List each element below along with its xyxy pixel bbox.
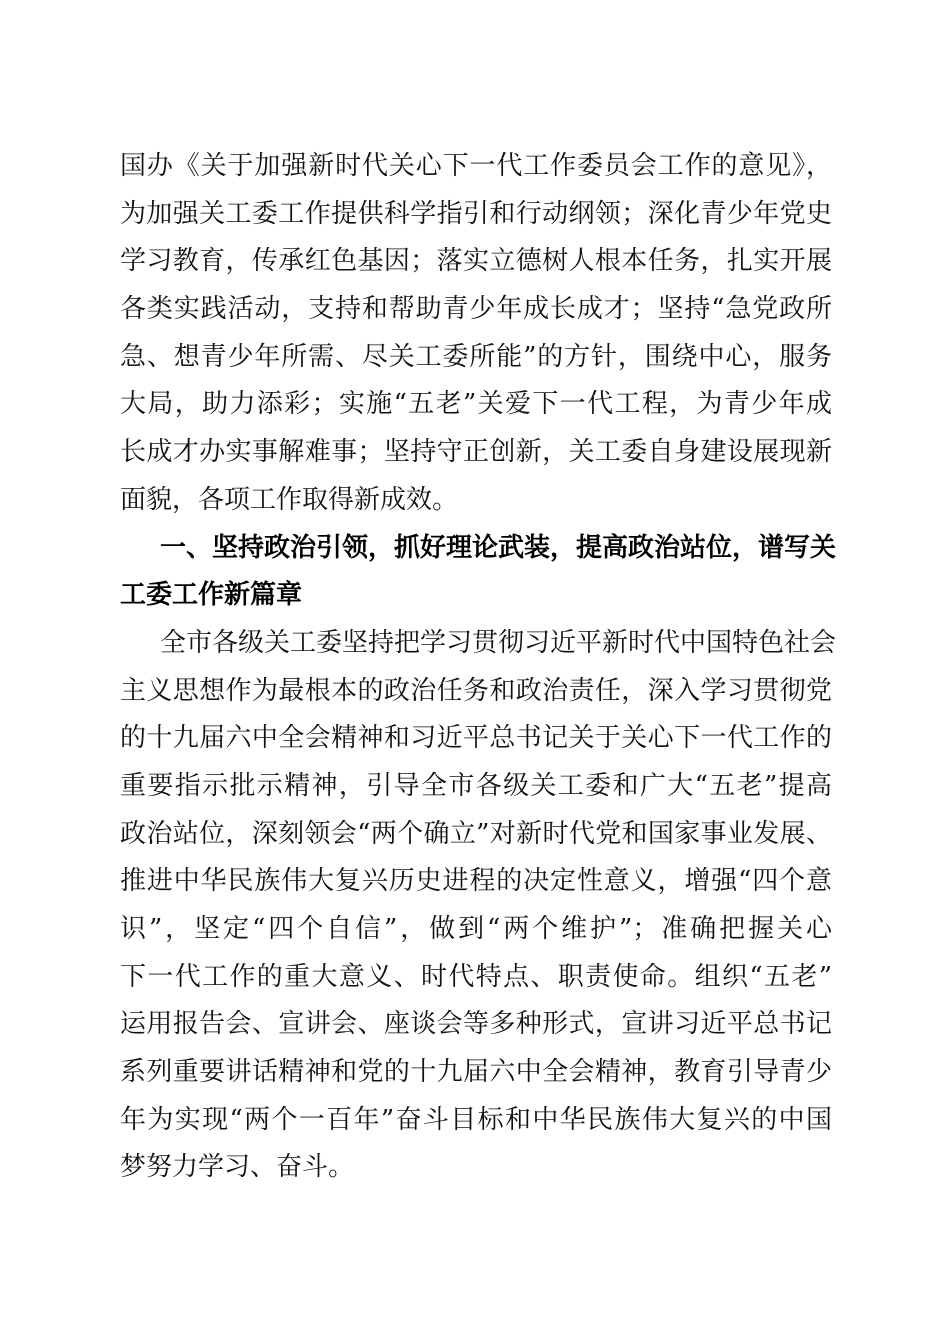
paragraph-continuation bbox=[120, 143, 832, 525]
text-line: 系列重要讲话精神和党的十九届六中全会精神，教育引导青少 bbox=[120, 1057, 832, 1088]
text-line: 识”，坚定“四个自信”，做到“两个维护”；准确把握关心 bbox=[120, 914, 832, 944]
text-line: 主义思想作为最根本的政治任务和政治责任，深入学习贯彻党 bbox=[120, 675, 832, 706]
text-line: 推进中华民族伟大复兴历史进程的决定性意义，增强“四个意 bbox=[120, 866, 832, 897]
text-line: 国办《关于加强新时代关心下一代工作委员会工作的意见》， bbox=[120, 151, 832, 181]
text-line: 下一代工作的重大意义、时代特点、职责使命。组织“五老” bbox=[120, 961, 832, 992]
text-line: 的十九届六中全会精神和习近平总书记关于关心下一代工作的 bbox=[120, 723, 832, 754]
text-line: 大局，助力添彩；实施“五老”关爱下一代工程，为青少年成 bbox=[120, 389, 832, 420]
text-line: 为加强关工委工作提供科学指引和行动纲领；深化青少年党史 bbox=[120, 198, 832, 229]
paragraph-body bbox=[120, 620, 837, 1192]
text-line: 梦努力学习、奋斗。 bbox=[120, 1152, 355, 1183]
text-line: 各类实践活动，支持和帮助青少年成长成才；坚持“急党政所 bbox=[120, 294, 832, 325]
text-line: 重要指示批示精神，引导全市各级关工委和广大“五老”提高 bbox=[120, 770, 832, 801]
document-body bbox=[120, 143, 837, 1192]
text-line: 面貌，各项工作取得新成效。 bbox=[120, 484, 459, 515]
text-line: 年为实现“两个一百年”奋斗目标和中华民族伟大复兴的中国 bbox=[120, 1104, 832, 1135]
text-line: 政治站位，深刻领会“两个确立”对新时代党和国家事业发展、 bbox=[120, 818, 832, 849]
section-heading bbox=[120, 525, 837, 620]
heading-line: 一、坚持政治引领，抓好理论武装，提高政治站位，谱写关 bbox=[160, 532, 837, 563]
heading-line: 工委工作新篇章 bbox=[120, 580, 303, 611]
text-line: 学习教育，传承红色基因；落实立德树人根本任务，扎实开展 bbox=[120, 246, 832, 277]
text-line: 运用报告会、宣讲会、座谈会等多种形式，宣讲习近平总书记 bbox=[120, 1009, 832, 1040]
text-line: 长成才办实事解难事；坚持守正创新，关工委自身建设展现新 bbox=[120, 437, 832, 468]
text-line: 全市各级关工委坚持把学习贯彻习近平新时代中国特色社会 bbox=[160, 627, 837, 658]
text-line: 急、想青少年所需、尽关工委所能”的方针，围绕中心，服务 bbox=[120, 341, 832, 372]
